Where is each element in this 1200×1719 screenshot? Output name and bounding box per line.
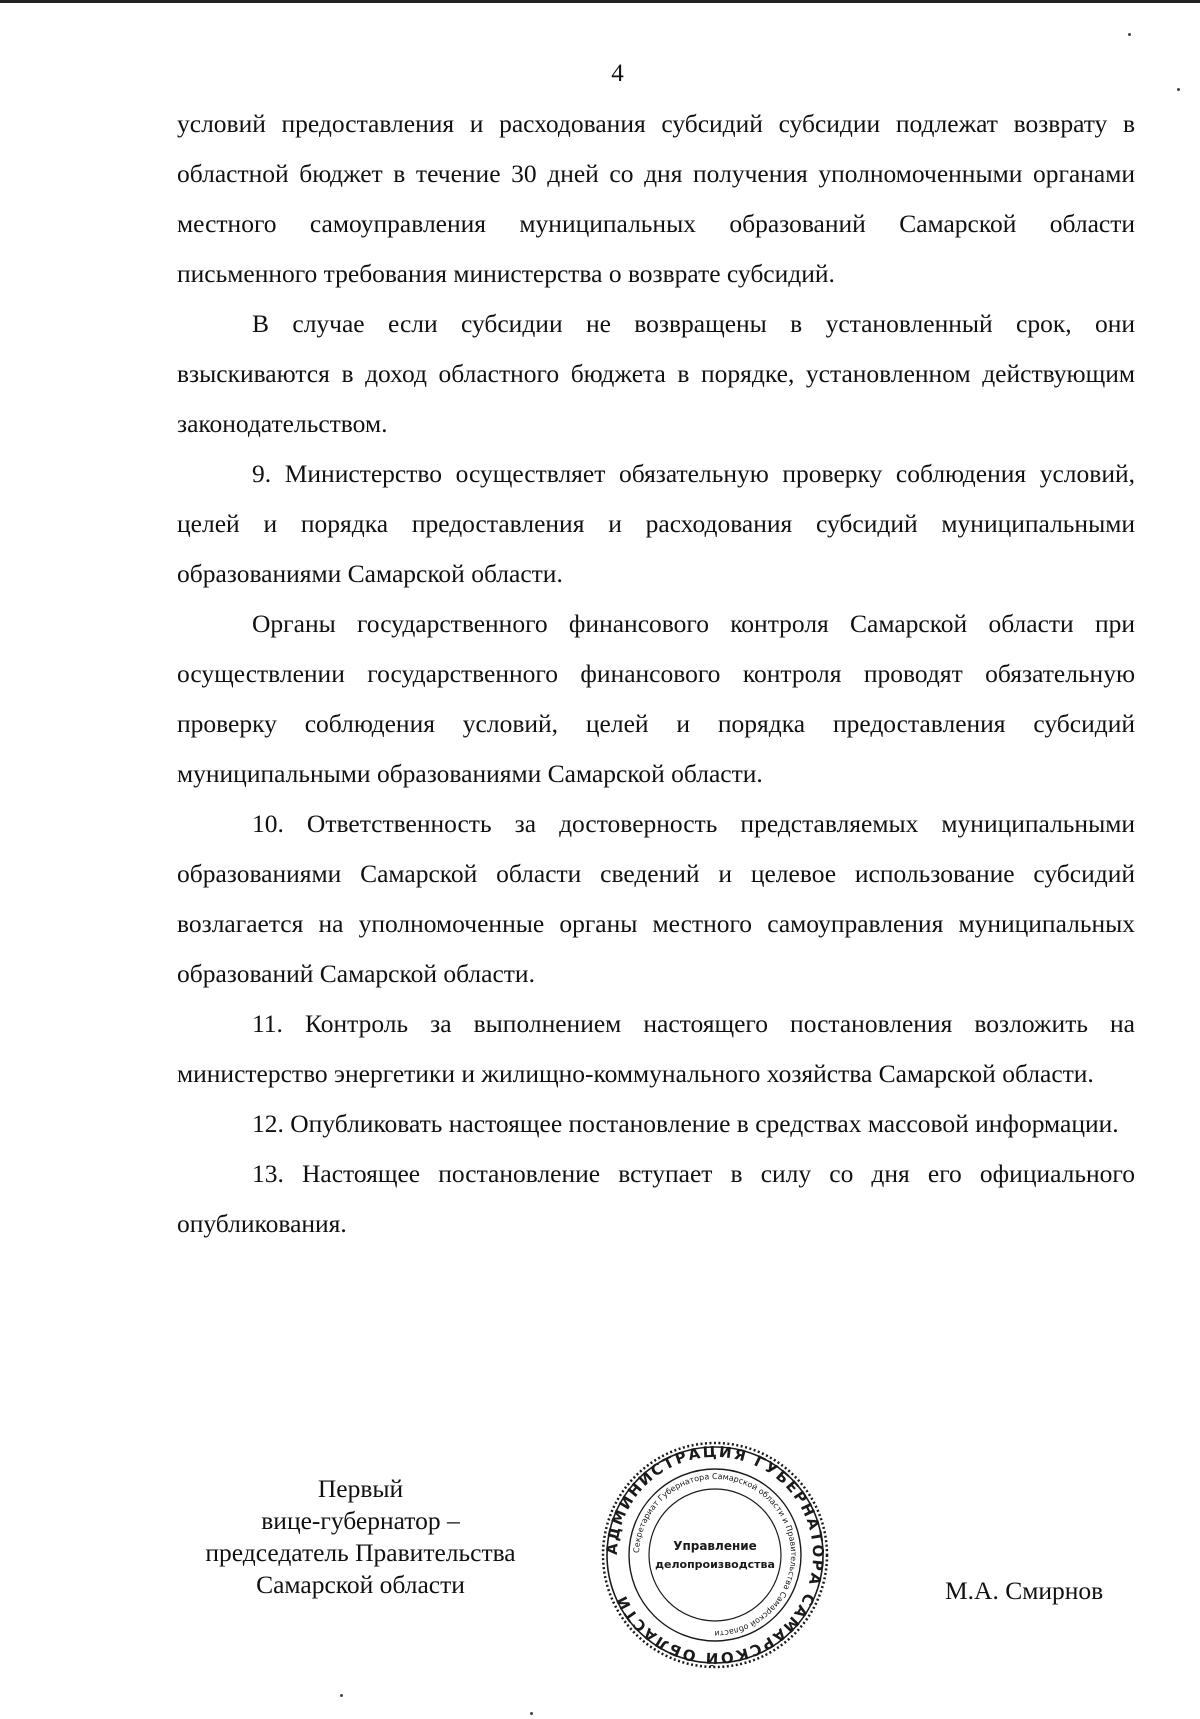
paragraph: Органы государственного финансового контроля Самарской области при осуществлении государственного финансового контроля проводят обязательную проверку соблюдения условий, целей и порядка предоставления субсидий муниципальными образованиями Самарской области.: [177, 609, 1135, 788]
paragraph-item-11: 11. Контроль за выполнением настоящего постановления возложить на министерство энергетики и жилищно-коммунального хозяйства Самарской области.: [177, 1009, 1135, 1088]
seal-middle-text: Секретариат Губернатора Самарской области и Правительства Самарской области: [631, 1471, 799, 1639]
paragraph-item-12: 12. Опубликовать настоящее постановление в средствах массовой информации.: [252, 1109, 1119, 1138]
signatory-title-line: Первый: [317, 1474, 404, 1503]
paragraph-item-13: 13. Настоящее постановление вступает в силу со дня его официального опубликования.: [177, 1159, 1135, 1238]
scan-speck: [1128, 33, 1131, 36]
scan-speck: [340, 1694, 343, 1697]
signatory-title-line: Самарской области: [256, 1570, 465, 1599]
seal-center-line: Управление: [673, 1539, 757, 1553]
signatory-title-line: председатель Правительства: [205, 1538, 516, 1567]
seal-outer-text: АДМИНИСТРАЦИЯ ГУБЕРНАТОРА САМАРСКОЙ ОБЛАСТИ: [602, 1442, 828, 1668]
seal-center-line: делопроизводства: [655, 1558, 775, 1571]
top-scan-edge: [0, 0, 1200, 3]
scan-speck: [1177, 88, 1180, 91]
paragraph-item-10: 10. Ответственность за достоверность представляемых муниципальными образованиями Самарской области сведений и целевое использование субсидий возлагается на уполномоченные органы местного самоуправления муниципальных образований Самарской области.: [177, 809, 1135, 988]
signatory-name: М.А. Смирнов: [945, 1576, 1104, 1605]
paragraph: условий предоставления и расходования субсидий субсидии подлежат возврату в областной бюджет в течение 30 дней со дня получения уполномоченными органами местного самоуправления муниципальных образований Самарской области письменного требования министерства о возврате субсидий.: [177, 109, 1135, 288]
document-body: [177, 99, 1135, 1249]
signatory-title-line: вице-губернатор –: [261, 1506, 460, 1535]
signatory-title: [178, 1473, 543, 1601]
page-number: 4: [611, 60, 624, 87]
paragraph-item-9: 9. Министерство осуществляет обязательную проверку соблюдения условий, целей и порядка предоставления и расходования субсидий муниципальными образованиями Самарской области.: [177, 459, 1135, 588]
official-seal-stamp: [600, 1440, 830, 1670]
scan-speck: [530, 1712, 533, 1715]
paragraph: В случае если субсидии не возвращены в установленный срок, они взыскиваются в доход областного бюджета в порядке, установленном действующим законодательством.: [177, 309, 1135, 438]
